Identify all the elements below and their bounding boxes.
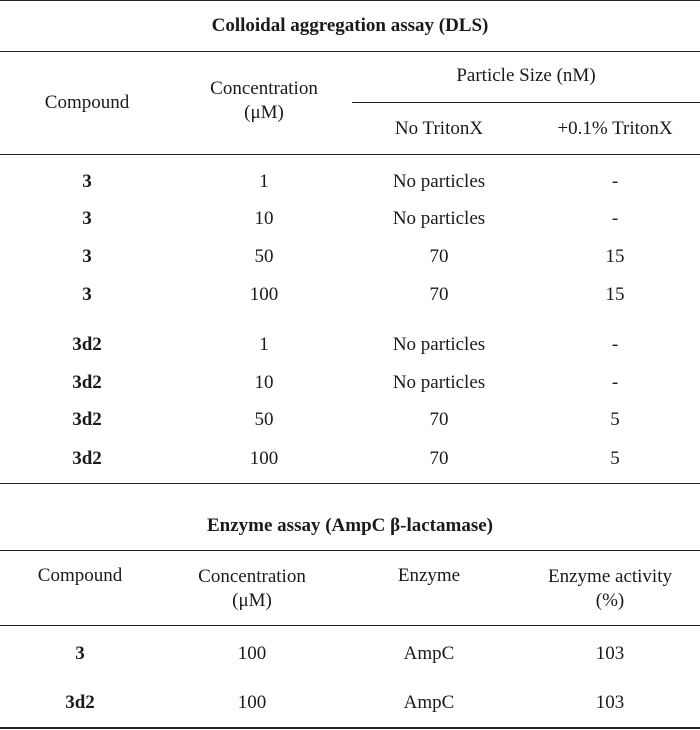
enzyme-header-concentration-line1: Concentration — [198, 566, 306, 587]
enzyme-header-concentration-line2: (μM) — [232, 590, 272, 611]
dls-cell-no-triton: 70 — [429, 284, 449, 305]
dls-cell-concentration: 1 — [259, 334, 269, 355]
enzyme-header-activity-line2: (%) — [595, 590, 625, 611]
dls-cell-with-triton: 15 — [605, 246, 625, 267]
dls-cell-no-triton: 70 — [429, 409, 449, 430]
dls-top-rule — [0, 0, 700, 1]
enzyme-title-rule — [0, 550, 700, 551]
dls-cell-concentration: 50 — [254, 409, 274, 430]
enzyme-cell-activity: 103 — [595, 643, 625, 664]
enzyme-header-concentration — [198, 565, 306, 613]
dls-title: Colloidal aggregation assay (DLS) — [211, 15, 489, 36]
dls-cell-no-triton: No particles — [392, 171, 486, 192]
enzyme-cell-enzyme: AmpC — [403, 643, 455, 664]
dls-cell-compound: 3 — [82, 246, 92, 267]
dls-header-concentration — [210, 77, 318, 125]
enzyme-cell-compound: 3 — [75, 643, 85, 664]
dls-bottom-rule — [0, 483, 700, 484]
dls-cell-concentration: 50 — [254, 246, 274, 267]
dls-cell-no-triton: 70 — [429, 448, 449, 469]
dls-cell-with-triton: - — [611, 208, 619, 229]
enzyme-header-rule — [0, 625, 700, 626]
enzyme-title: Enzyme assay (AmpC β-lactamase) — [207, 515, 493, 536]
dls-cell-concentration: 1 — [259, 171, 269, 192]
dls-cell-with-triton: 15 — [605, 284, 625, 305]
dls-cell-compound: 3d2 — [72, 409, 102, 430]
dls-header-concentration-line2: (μM) — [244, 102, 284, 123]
dls-cell-no-triton: 70 — [429, 246, 449, 267]
dls-cell-concentration: 100 — [249, 448, 279, 469]
dls-header-rule — [0, 154, 700, 155]
dls-cell-compound: 3 — [82, 284, 92, 305]
dls-cell-compound: 3d2 — [72, 372, 102, 393]
enzyme-cell-concentration: 100 — [237, 643, 267, 664]
dls-cell-no-triton: No particles — [392, 208, 486, 229]
dls-cell-with-triton: - — [611, 171, 619, 192]
enzyme-cell-compound: 3d2 — [65, 692, 95, 713]
dls-title-rule — [0, 51, 700, 52]
enzyme-cell-activity: 103 — [595, 692, 625, 713]
dls-cell-compound: 3 — [82, 208, 92, 229]
enzyme-bottom-rule — [0, 727, 700, 729]
dls-cell-with-triton: 5 — [610, 409, 620, 430]
dls-cell-concentration: 100 — [249, 284, 279, 305]
dls-cell-with-triton: - — [611, 372, 619, 393]
enzyme-cell-concentration: 100 — [237, 692, 267, 713]
enzyme-header-enzyme: Enzyme — [397, 565, 461, 586]
dls-header-no-triton: No TritonX — [394, 118, 484, 139]
dls-cell-compound: 3d2 — [72, 334, 102, 355]
enzyme-cell-enzyme: AmpC — [403, 692, 455, 713]
enzyme-header-activity — [548, 565, 672, 613]
dls-cell-concentration: 10 — [254, 208, 274, 229]
dls-cell-no-triton: No particles — [392, 334, 486, 355]
dls-particle-size-rule — [352, 102, 700, 103]
dls-header-compound: Compound — [44, 92, 130, 113]
dls-cell-concentration: 10 — [254, 372, 274, 393]
dls-header-with-triton: +0.1% TritonX — [557, 118, 673, 139]
enzyme-header-activity-line1: Enzyme activity — [548, 566, 672, 587]
dls-cell-with-triton: 5 — [610, 448, 620, 469]
dls-cell-compound: 3d2 — [72, 448, 102, 469]
dls-header-concentration-line1: Concentration — [210, 78, 318, 99]
dls-cell-no-triton: No particles — [392, 372, 486, 393]
dls-cell-with-triton: - — [611, 334, 619, 355]
enzyme-header-compound: Compound — [37, 565, 123, 586]
dls-header-particle-size: Particle Size (nM) — [456, 65, 596, 86]
dls-cell-compound: 3 — [82, 171, 92, 192]
